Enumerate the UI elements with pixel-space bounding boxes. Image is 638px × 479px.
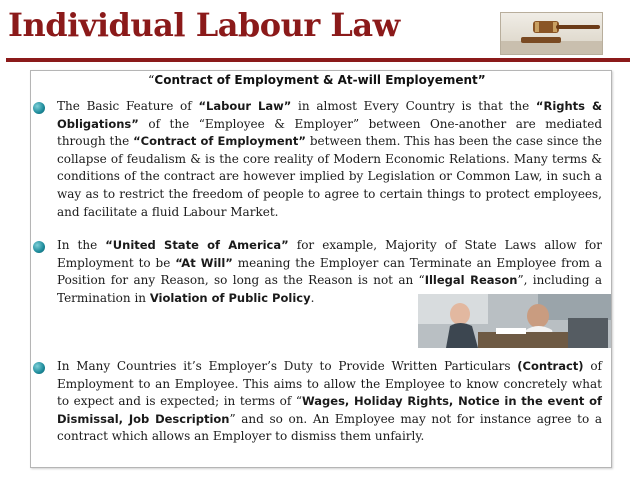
emphasis-text: Illegal Reason — [424, 273, 518, 288]
bullet-paragraph-3 — [57, 358, 602, 446]
body-text: . — [310, 290, 315, 305]
body-text: in almost Every Country is that the — [291, 99, 536, 113]
emphasis-text: (Contract) — [517, 359, 584, 373]
body-text: meaning the Employer can Terminate an Employee from a Position for any Reason, so long as the Reason is not an “ — [57, 255, 602, 288]
emphasis-text: “Contract of Employment” — [133, 134, 306, 149]
body-text: ”, including a Termination in — [57, 273, 602, 305]
body-text: In Many Countries it’s Employer’s Duty to Provide Written Particulars — [57, 359, 518, 373]
page-title: Individual Labour Law — [8, 6, 400, 44]
title-divider — [6, 58, 630, 62]
body-text: ” and so on. An Employee may not for instance agree to a contract which allows an Employer to dismiss them unfairly. — [57, 411, 602, 444]
body-text: In the — [57, 238, 106, 252]
slide-subtitle — [148, 72, 528, 87]
body-text: of Employment to an Employee. This aims to allow the Employee to know concretely what to expect and is expected; in terms of “ — [57, 359, 602, 409]
subtitle-open-quote: “ — [148, 72, 155, 87]
body-text: between them. This has been the case since the collapse of feudalism & is the core reality of Modern Economic Relations. Many terms & conditions of the contract are however implied by Legislation or Common Law, in such a way as to restrict the freedom of people to agree to certain things to protect employees, and facilitate a fluid Labour Market. — [57, 134, 602, 219]
bullet-paragraph-1 — [57, 98, 602, 221]
body-text: The Basic Feature of — [57, 99, 199, 113]
bullet-icon — [33, 241, 45, 253]
emphasis-text: Violation of Public Policy — [149, 290, 311, 305]
bullet-icon — [33, 362, 45, 374]
emphasis-text: “Labour Law” — [198, 99, 292, 113]
body-text: for example, Majority of State Laws allow for Employment to be — [57, 238, 603, 270]
emphasis-text: “At Will” — [175, 255, 233, 270]
emphasis-text: “United State of America” — [105, 238, 289, 252]
emphasis-text: “Rights & Obligations” — [57, 99, 602, 131]
office-meeting-photo — [418, 294, 611, 348]
emphasis-text: Wages, Holiday Rights, Notice in the event of Dismissal, Job Description — [57, 394, 603, 426]
body-text: of the “Employee & Employer” between One-another are mediated through the — [57, 116, 602, 149]
subtitle-text: Contract of Employment & At-will Employement” — [154, 73, 486, 87]
bullet-icon — [33, 102, 45, 114]
gavel-icon — [500, 12, 603, 55]
